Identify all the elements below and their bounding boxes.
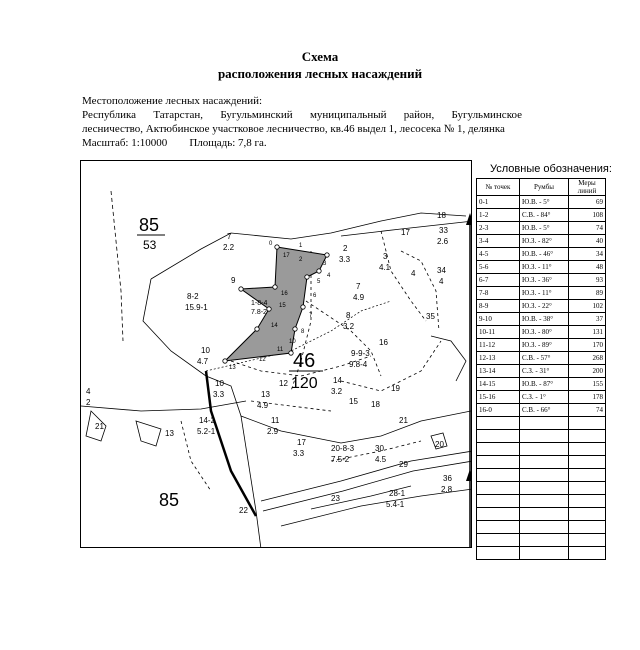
- quarter-number: 85: [139, 215, 160, 235]
- legend-empty-row: [477, 521, 606, 534]
- map-number: 17: [401, 228, 410, 237]
- legend-empty-cell: [520, 534, 569, 547]
- plot-number: 9-9-3: [351, 349, 370, 358]
- boundary-line: [241, 416, 261, 548]
- legend-cell-points: 2-3: [477, 222, 520, 235]
- legend-row: [477, 391, 606, 404]
- legend-cell-length: 155: [569, 378, 606, 391]
- plot-value: 2.2: [223, 243, 235, 252]
- point-number: 13: [229, 365, 236, 371]
- legend-empty-cell: [520, 430, 569, 443]
- legend-header-points: № точек: [477, 179, 520, 196]
- point-number: 15: [279, 303, 286, 309]
- legend-cell-points: 4-5: [477, 248, 520, 261]
- legend-cell-points: 1-2: [477, 209, 520, 222]
- map-number: 19: [391, 384, 400, 393]
- legend-cell-points: 7-8: [477, 287, 520, 300]
- legend-row: [477, 339, 606, 352]
- location-line-1: Республика Татарстан, Бугульминский муниципальный район, Бугульминское: [82, 109, 522, 121]
- legend-cell-bearing: Ю.З. - 80°: [520, 326, 569, 339]
- legend-header-row: [477, 179, 606, 196]
- legend-empty-cell: [569, 547, 606, 560]
- plot-number: 2: [343, 244, 348, 253]
- point-number: 11: [277, 347, 284, 353]
- area-text: Площадь: 7,8 га.: [189, 137, 267, 149]
- legend-cell-bearing: Ю.З. - 82°: [520, 235, 569, 248]
- survey-point: [325, 253, 329, 257]
- plot-number: 10: [201, 346, 210, 355]
- legend-empty-cell: [520, 482, 569, 495]
- legend-cell-points: 3-4: [477, 235, 520, 248]
- legend-row: [477, 352, 606, 365]
- survey-point: [275, 245, 279, 249]
- plot-value: 3.2: [331, 387, 343, 396]
- plot-value: 3.3: [339, 255, 351, 264]
- plot-number: 14-2: [199, 416, 216, 425]
- legend-row: [477, 404, 606, 417]
- plot-value: 5.2-1: [197, 427, 216, 436]
- legend-empty-cell: [520, 417, 569, 430]
- legend-cell-length: 69: [569, 196, 606, 209]
- plot-number: 7: [356, 282, 361, 291]
- plot-number: 1-8-4: [251, 300, 268, 307]
- plot-number: 8: [346, 311, 351, 320]
- legend-row: [477, 235, 606, 248]
- point-number: 12: [259, 357, 266, 363]
- plot-value: 2.8: [441, 485, 453, 494]
- plot-value: 9.8-4: [349, 360, 368, 369]
- map-number: 29: [399, 460, 408, 469]
- legend-table: [476, 178, 606, 560]
- legend-cell-points: 10-11: [477, 326, 520, 339]
- legend-empty-cell: [520, 443, 569, 456]
- quarter-number: 85: [159, 490, 180, 510]
- page-title: Схема: [301, 49, 339, 64]
- legend-cell-bearing: Ю.З. - 22°: [520, 300, 569, 313]
- legend-empty-cell: [477, 417, 520, 430]
- plot-value: 7.8-2: [251, 309, 267, 316]
- map-drawing: [81, 161, 472, 548]
- legend-empty-cell: [477, 547, 520, 560]
- legend-cell-bearing: С.З. - 1°: [520, 391, 569, 404]
- legend-empty-cell: [569, 534, 606, 547]
- point-number: 7: [309, 313, 313, 319]
- legend-cell-bearing: Ю.В. - 5°: [520, 196, 569, 209]
- legend-cell-bearing: Ю.З. - 11°: [520, 287, 569, 300]
- legend-cell-points: 11-12: [477, 339, 520, 352]
- contour-line: [381, 231, 426, 321]
- legend-cell-points: 15-16: [477, 391, 520, 404]
- arrow-icon: [466, 213, 472, 225]
- plot-number: 13: [261, 390, 270, 399]
- plot-value: 5.4-1: [386, 500, 405, 509]
- point-number: 6: [313, 293, 317, 299]
- legend-empty-cell: [520, 547, 569, 560]
- legend-cell-length: 89: [569, 287, 606, 300]
- map-number: 16: [379, 338, 388, 347]
- legend-cell-length: 93: [569, 274, 606, 287]
- legend-cell-length: 40: [569, 235, 606, 248]
- legend-empty-row: [477, 508, 606, 521]
- legend-row: [477, 274, 606, 287]
- legend-cell-points: 13-14: [477, 365, 520, 378]
- plot-number: 14: [333, 376, 342, 385]
- point-number: 17: [283, 253, 290, 259]
- point-number: 16: [281, 291, 288, 297]
- plot-number: 33: [439, 226, 448, 235]
- plot-number: 36: [443, 474, 452, 483]
- legend-empty-row: [477, 495, 606, 508]
- legend-cell-bearing: Ю.З. - 11°: [520, 261, 569, 274]
- quarter-area: 53: [143, 238, 157, 252]
- legend-empty-row: [477, 469, 606, 482]
- plot-number: 10: [215, 379, 224, 388]
- map-number: 21: [95, 422, 104, 431]
- quarter-area: 120: [291, 375, 318, 392]
- legend-empty-row: [477, 417, 606, 430]
- legend-cell-points: 5-6: [477, 261, 520, 274]
- legend-cell-bearing: С.В. - 84°: [520, 209, 569, 222]
- legend-empty-row: [477, 534, 606, 547]
- legend-cell-bearing: Ю.В. - 87°: [520, 378, 569, 391]
- point-number: 5: [317, 279, 321, 285]
- legend-empty-row: [477, 482, 606, 495]
- plot-value: 2.9: [267, 427, 279, 436]
- legend-empty-cell: [477, 495, 520, 508]
- point-number: 2: [299, 257, 303, 263]
- plot-value: 4.9: [353, 293, 365, 302]
- page-subtitle: расположения лесных насаждений: [217, 66, 423, 81]
- legend-cell-bearing: С.В. - 57°: [520, 352, 569, 365]
- legend-empty-cell: [477, 482, 520, 495]
- plot-value: 4.5: [375, 455, 387, 464]
- map-number: 15: [349, 397, 358, 406]
- legend-cell-length: 108: [569, 209, 606, 222]
- legend-empty-cell: [477, 456, 520, 469]
- plot-value: 3.3: [213, 390, 225, 399]
- survey-point: [317, 269, 321, 273]
- survey-point: [223, 359, 227, 363]
- legend-header-lengths: Меры линий: [569, 179, 606, 196]
- map-number: 18: [437, 211, 446, 220]
- map-shape: [431, 336, 466, 381]
- legend-row: [477, 222, 606, 235]
- legend-empty-cell: [520, 456, 569, 469]
- legend-row: [477, 209, 606, 222]
- legend-empty-cell: [520, 521, 569, 534]
- survey-point: [255, 327, 259, 331]
- legend-empty-cell: [477, 443, 520, 456]
- legend-cell-bearing: Ю.В. - 46°: [520, 248, 569, 261]
- legend-cell-length: 131: [569, 326, 606, 339]
- legend-cell-points: 16-0: [477, 404, 520, 417]
- legend-empty-cell: [569, 482, 606, 495]
- plot-number: 17: [297, 438, 306, 447]
- point-number: 10: [289, 339, 296, 345]
- plot-number: 34: [437, 266, 446, 275]
- legend-empty-row: [477, 430, 606, 443]
- map-number: 20: [435, 440, 444, 449]
- legend-cell-bearing: Ю.В. - 38°: [520, 313, 569, 326]
- legend-empty-cell: [520, 508, 569, 521]
- legend-cell-points: 0-1: [477, 196, 520, 209]
- legend-empty-cell: [569, 521, 606, 534]
- legend-cell-points: 6-7: [477, 274, 520, 287]
- plot-value: 15.9-1: [185, 303, 208, 312]
- plot-value: 3.3: [293, 449, 305, 458]
- map-number: 13: [165, 429, 174, 438]
- legend-empty-cell: [569, 495, 606, 508]
- map-number: 18: [371, 400, 380, 409]
- legend-row: [477, 378, 606, 391]
- survey-point: [239, 287, 243, 291]
- legend-cell-bearing: Ю.З. - 36°: [520, 274, 569, 287]
- legend-cell-length: 34: [569, 248, 606, 261]
- legend-empty-row: [477, 443, 606, 456]
- point-number: 1: [299, 243, 303, 249]
- legend-cell-bearing: С.З. - 31°: [520, 365, 569, 378]
- legend-empty-cell: [569, 508, 606, 521]
- map-shape: [136, 421, 161, 446]
- legend-empty-cell: [477, 534, 520, 547]
- map-number: 4: [411, 269, 416, 278]
- quarter-dashed-line: [111, 191, 123, 341]
- legend-cell-length: 102: [569, 300, 606, 313]
- legend-row: [477, 287, 606, 300]
- legend-row: [477, 261, 606, 274]
- plot-value: 3.2: [343, 322, 355, 331]
- legend-empty-cell: [477, 521, 520, 534]
- plot-number: 8-2: [187, 292, 199, 301]
- legend-body: [477, 196, 606, 560]
- legend-row: [477, 248, 606, 261]
- legend-cell-length: 170: [569, 339, 606, 352]
- map-number: 22: [239, 506, 248, 515]
- legend-cell-points: 8-9: [477, 300, 520, 313]
- plot-number: 3: [383, 252, 388, 261]
- legend-empty-cell: [569, 456, 606, 469]
- plot-value: 2.6: [437, 237, 449, 246]
- legend-empty-row: [477, 456, 606, 469]
- legend-cell-points: 9-10: [477, 313, 520, 326]
- map-number: 23: [331, 494, 340, 503]
- survey-point: [293, 327, 297, 331]
- legend-row: [477, 365, 606, 378]
- legend-cell-length: 178: [569, 391, 606, 404]
- plot-value: 4: [439, 277, 444, 286]
- location-line-2: лесничество, Актюбинское участковое лесничество, кв.46 выдел 1, лесосека № 1, делянка: [82, 123, 505, 135]
- plot-number: 12: [279, 379, 288, 388]
- plot-number: 4: [86, 387, 91, 396]
- point-number: 8: [301, 329, 305, 335]
- legend-cell-length: 74: [569, 404, 606, 417]
- map-number: 35: [426, 312, 435, 321]
- legend-cell-length: 74: [569, 222, 606, 235]
- legend-title: Условные обозначения:: [490, 163, 612, 175]
- legend-empty-cell: [520, 495, 569, 508]
- map-number: 21: [399, 416, 408, 425]
- plot-number: 20-8-3: [331, 444, 355, 453]
- legend-row: [477, 300, 606, 313]
- quarter-number: 46: [293, 350, 316, 372]
- legend-empty-cell: [569, 469, 606, 482]
- legend-header-bearings: Румбы: [520, 179, 569, 196]
- legend-cell-length: 268: [569, 352, 606, 365]
- legend-empty-cell: [569, 417, 606, 430]
- legend-row: [477, 196, 606, 209]
- scale-area-line: [82, 136, 522, 150]
- point-number: 3: [323, 261, 327, 267]
- legend-empty-cell: [569, 443, 606, 456]
- legend-cell-bearing: Ю.З. - 89°: [520, 339, 569, 352]
- legend-cell-bearing: Ю.В. - 5°: [520, 222, 569, 235]
- survey-point: [301, 305, 305, 309]
- legend-empty-cell: [569, 430, 606, 443]
- survey-point: [273, 285, 277, 289]
- plot-value: 2: [86, 398, 91, 407]
- plot-number: 11: [271, 416, 280, 425]
- boundary-line: [81, 401, 246, 411]
- legend-empty-cell: [477, 508, 520, 521]
- plot-value: 4.7: [197, 357, 209, 366]
- survey-point: [305, 275, 309, 279]
- scale-text: Масштаб: 1:10000: [82, 137, 168, 149]
- plot-number: 28-1: [389, 489, 406, 498]
- legend-cell-points: 14-15: [477, 378, 520, 391]
- legend-empty-cell: [477, 469, 520, 482]
- plot-number: 9: [231, 276, 236, 285]
- legend-row: [477, 326, 606, 339]
- plot-number: 30: [375, 444, 384, 453]
- legend-cell-points: 12-13: [477, 352, 520, 365]
- survey-point: [267, 307, 271, 311]
- location-label: Местоположение лесных насаждений:: [82, 95, 263, 107]
- legend-empty-cell: [477, 430, 520, 443]
- legend-row: [477, 313, 606, 326]
- point-number: 0: [269, 241, 273, 247]
- legend-empty-row: [477, 547, 606, 560]
- point-number: 4: [327, 273, 331, 279]
- legend-cell-bearing: С.В. - 66°: [520, 404, 569, 417]
- legend-cell-length: 200: [569, 365, 606, 378]
- point-number: 14: [271, 323, 278, 329]
- legend-empty-cell: [520, 469, 569, 482]
- arrow-icon: [466, 469, 472, 481]
- plot-value: 4.1: [379, 263, 391, 272]
- legend-cell-length: 37: [569, 313, 606, 326]
- plot-value: 7.5-2: [331, 455, 350, 464]
- forest-map: [80, 160, 472, 548]
- legend-cell-length: 48: [569, 261, 606, 274]
- cutting-area: [225, 247, 327, 361]
- plot-number: 7: [227, 232, 232, 241]
- plot-value: 4.9: [257, 401, 269, 410]
